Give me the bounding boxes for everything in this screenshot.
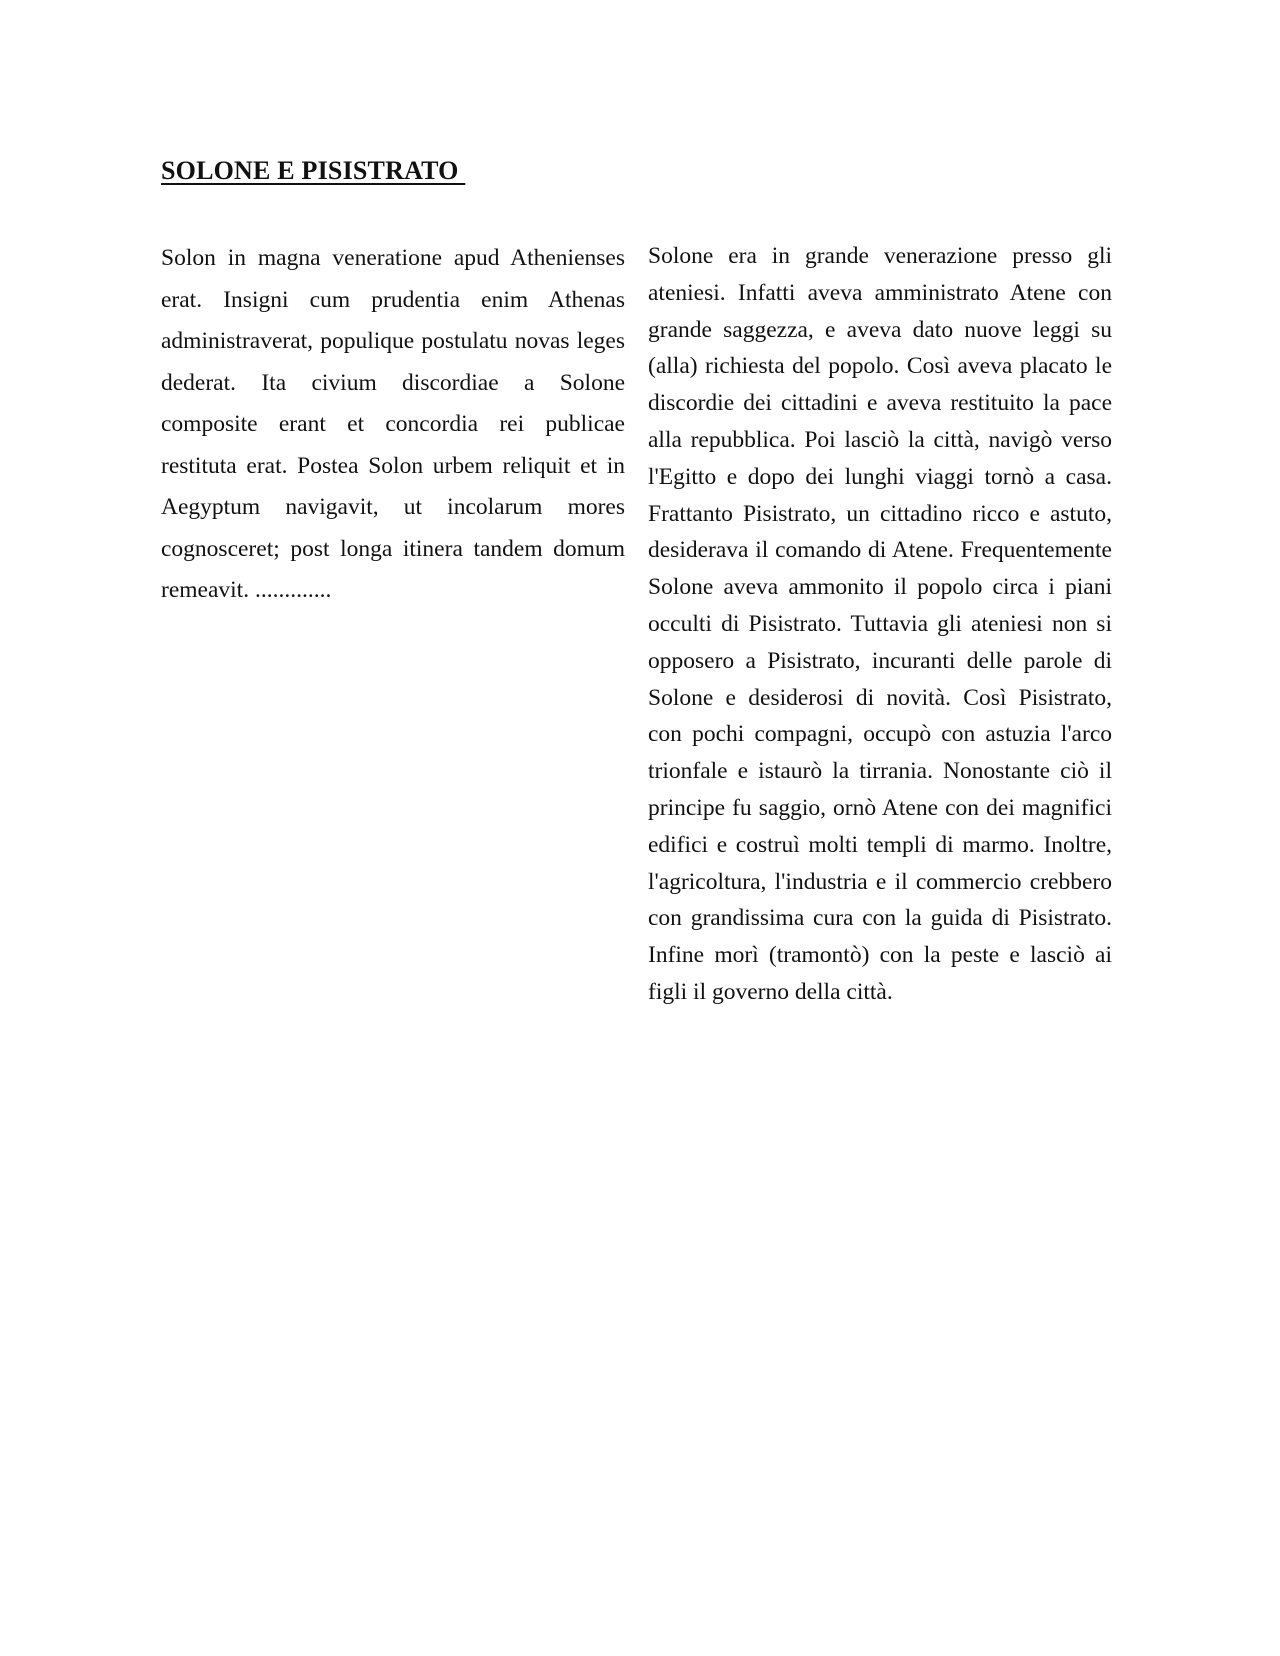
italian-translation-column: Solone era in grande venerazione presso gli ateniesi. Infatti aveva amministrato Atene con grande saggezza, e aveva dato nuove leggi su (alla) richiesta del popolo. Così aveva placato le discordie dei cittadini e aveva restituito la pace alla repubblica. Poi lasciò la città, navigò verso l'Egitto e dopo dei lunghi viaggi tornò a casa. Frattanto Pisistrato, un cittadino ricco e astuto, desiderava il comando di Atene. Frequentemente Solone aveva ammonito il popolo circa i piani occulti di Pisistrato. Tuttavia gli ateniesi non si opposero a Pisistrato, incuranti delle parole di Solone e desiderosi di novità. Così Pisistrato, con pochi compagni, occupò con astuzia l'arco trionfale e istaurò la tirrania. Nonostante ciò il principe fu saggio, ornò Atene con dei magnifici edifici e costruì molti templi di marmo. Inoltre, l'agricoltura, l'industria e il commercio crebbero con grandissima cura con la guida di Pisistrato. Infine morì (tramontò) con la peste e lasciò ai figli il governo della città. (648, 243, 1112, 1005)
document-title: SOLONE E PISISTRATO (161, 156, 466, 185)
latin-text-column: Solon in magna veneratione apud Athenienses erat. Insigni cum prudentia enim Athenas administraverat, populique postulatu novas leges dederat. Ita civium discordiae a Solone composite erant et concordia rei publicae restituta erat. Postea Solon urbem reliquit et in Aegyptum navigavit, ut incolarum mores cognosceret; post longa itinera tandem domum remeavit. ............. (161, 245, 625, 603)
